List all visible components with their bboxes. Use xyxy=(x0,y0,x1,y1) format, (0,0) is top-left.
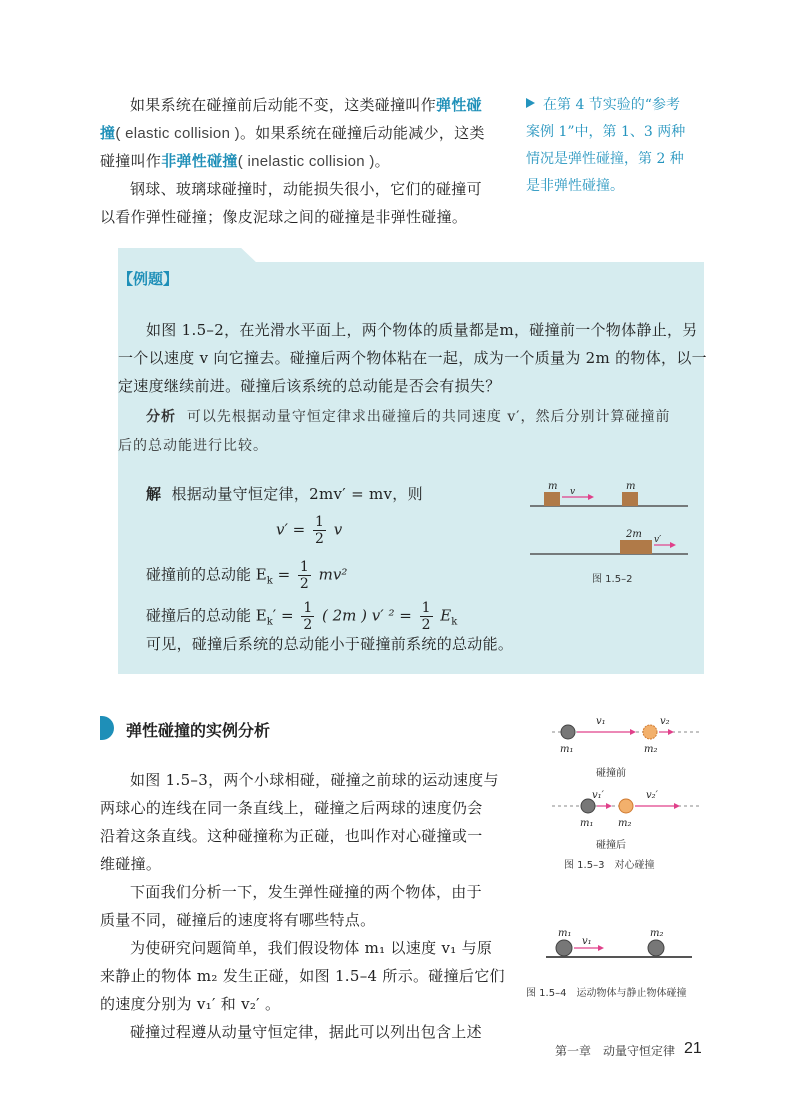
fig3-label-m2: m₂ xyxy=(644,744,658,755)
fraction-half: $\frac{1}{2}$ xyxy=(421,600,431,633)
fig3-label-after: 碰撞后 xyxy=(596,840,626,851)
section-paragraph-1: 如图 1.5–3，两个小球相碰，碰撞之前球的运动速度与 两球心的连线在同一条直线上，碰撞之后两球的速度仍会 沿着这条直线。这种碰撞称为正碰，也叫作对心碰撞或一 维碰撞。 xyxy=(100,771,499,873)
block-combined-left xyxy=(620,540,636,554)
fig4-ball-2 xyxy=(648,940,664,956)
ball-2-before xyxy=(643,725,657,739)
figure-1-5-4 xyxy=(522,924,712,1004)
velocity-after-arrowhead xyxy=(670,542,676,548)
fraction-half: $\frac{1}{2}$ xyxy=(303,600,313,633)
intro-paragraph-2: 钢球、玻璃球碰撞时，动能损失很小，它们的碰撞可 以看作弹性碰撞；像皮泥球之间的碰撞是非弹性碰撞。 xyxy=(100,180,482,226)
fig2-label-2m: 2m xyxy=(626,529,642,540)
v2-arrowhead xyxy=(668,729,674,735)
v1p-arrowhead xyxy=(606,803,612,809)
figure-1-5-2 xyxy=(530,476,690,588)
ball-1-before xyxy=(561,725,575,739)
fig2-caption: 图 1.5–2 xyxy=(592,574,633,585)
solution-line-1: 解 根据动量守恒定律，2mv′ = mv，则 xyxy=(146,485,423,503)
solution-label: 解 xyxy=(146,485,162,503)
page-number: 21 xyxy=(684,1040,702,1057)
fig4-label-v1: v₁ xyxy=(582,936,592,947)
fig2-label-v: v xyxy=(570,487,576,497)
fig2-label-m2: m xyxy=(626,481,636,492)
fig3-label-v1p: v₁′ xyxy=(592,790,604,801)
fig3-label-v2p: v₂′ xyxy=(646,790,658,801)
keyword-elastic: 弹性碰 xyxy=(436,96,482,114)
elastic-english: ( elastic collision ) xyxy=(115,125,240,142)
intro-paragraph-1 xyxy=(130,91,510,119)
example-question: 如图 1.5–2，在光滑水平面上，两个物体的质量都是m，碰撞前一个物体静止，另 一个以速度 v 向它撞去。碰撞后两个物体粘在一起，成为一个质量为 2m 的物体，以一 定速度继续前进。碰撞后该系统的总动能是否会有损失？ xyxy=(118,321,707,395)
block-stationary xyxy=(622,492,638,506)
keyword-elastic-cont: 撞 xyxy=(100,124,116,142)
fig2-label-vp: v′ xyxy=(654,535,662,545)
v2p-arrowhead xyxy=(674,803,680,809)
intro-line-3: 碰撞叫作非弹性碰撞( inelastic collision )。 xyxy=(100,152,390,170)
fig4-caption: 图 1.5–4 运动物体与静止物体碰撞 xyxy=(526,988,687,999)
fraction-half: $\frac{1}{2}$ xyxy=(315,514,324,547)
section-paragraph-4: 碰撞过程遵从动量守恒定律，据此可以列出包含上述 xyxy=(130,1023,482,1041)
ball-1-after xyxy=(581,799,595,813)
fig4-label-m2: m₂ xyxy=(650,928,664,939)
triangle-bullet-icon xyxy=(526,98,535,108)
ball-2-after xyxy=(619,799,633,813)
fig3-label-m1: m₁ xyxy=(560,744,574,755)
fig2-label-m1: m xyxy=(548,481,558,492)
fig3-label-m1b: m₁ xyxy=(580,818,594,829)
intro-line-1: 如果系统在碰撞前后动能不变，这类碰撞叫作弹性碰 xyxy=(130,96,482,114)
fig3-label-before: 碰撞前 xyxy=(596,768,626,779)
equation-ke-before: 碰撞前的总动能 $E_k$ = $\frac{1}{2}$ mv² xyxy=(146,559,348,592)
block-moving xyxy=(544,492,560,506)
fraction-half: $\frac{1}{2}$ xyxy=(299,559,309,592)
v1-arrowhead xyxy=(630,729,636,735)
fig4-label-m1: m₁ xyxy=(558,928,572,939)
fig3-caption: 图 1.5–3 对心碰撞 xyxy=(564,860,655,871)
section-title: 弹性碰撞的实例分析 xyxy=(126,721,271,740)
velocity-arrowhead xyxy=(588,494,594,500)
keyword-inelastic: 非弹性碰撞 xyxy=(161,152,238,170)
example-analysis: 分析 可以先根据动量守恒定律求出碰撞后的共同速度 v′，然后分别计算碰撞前 后的总动能进行比较。 xyxy=(118,409,671,454)
figure-1-5-3 xyxy=(550,712,710,872)
equation-ke-after: 碰撞后的总动能 $E_k'$ = $\frac{1}{2}$ ( 2m ) v′ ² = $\frac{1}{2}$ $E_k$ xyxy=(146,600,458,633)
example-label: 【例题】 xyxy=(118,270,179,288)
inelastic-english: ( inelastic collision ) xyxy=(237,153,375,170)
footer-chapter: 第一章 动量守恒定律 xyxy=(555,1044,676,1058)
section-marker xyxy=(100,716,114,740)
intro-line-2: 撞( elastic collision )。如果系统在碰撞后动能减少，这类 xyxy=(100,124,485,142)
fig3-label-v1: v₁ xyxy=(596,716,606,727)
section-paragraph-3: 为使研究问题简单，我们假设物体 m₁ 以速度 v₁ 与原 来静止的物体 m₂ 发生正碰，如图 1.5–4 所示。碰撞后它们 的速度分别为 v₁′ 和 v₂′ 。 xyxy=(100,939,505,1013)
block-combined-right xyxy=(636,540,652,554)
analysis-label: 分析 xyxy=(146,409,176,425)
conclusion: 可见，碰撞后系统的总动能小于碰撞前系统的总动能。 xyxy=(146,635,514,653)
section-paragraph-2: 下面我们分析一下，发生弹性碰撞的两个物体，由于 质量不同，碰撞后的速度将有哪些特点。 xyxy=(100,883,482,929)
fig3-label-m2b: m₂ xyxy=(618,818,632,829)
fig4-ball-1 xyxy=(556,940,572,956)
fig4-v1-arrowhead xyxy=(598,945,604,951)
margin-note: 在第 4 节实验的“参考 案例 1”中，第 1、3 两种 情况是弹性碰撞，第 2 种 是非弹性碰撞。 xyxy=(526,97,686,194)
equation-velocity: v′ = $\frac{1}{2}$ v xyxy=(276,514,343,547)
fig3-label-v2: v₂ xyxy=(660,716,670,727)
